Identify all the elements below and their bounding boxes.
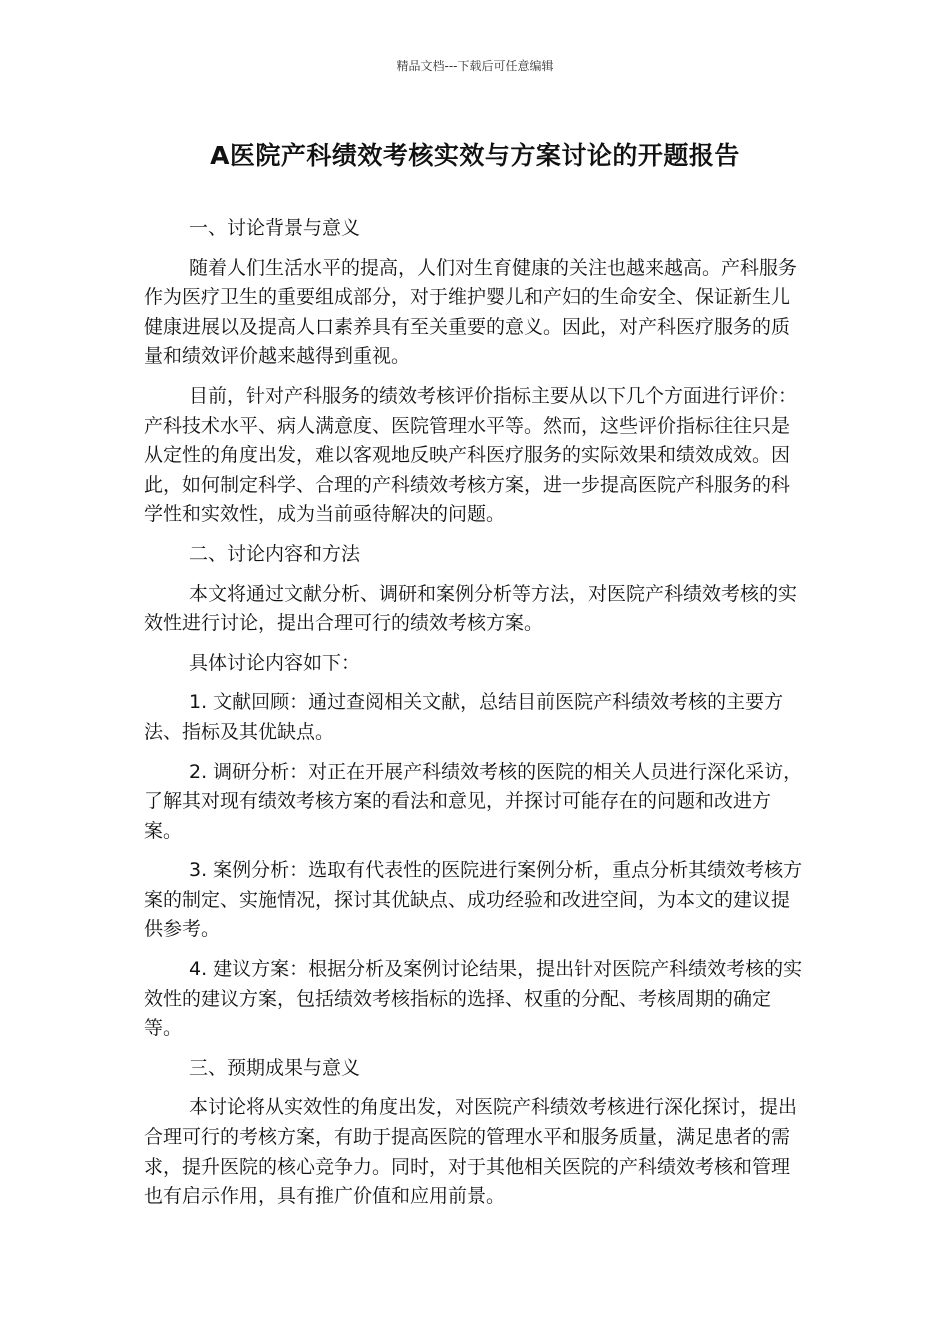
list-item: 3. 案例分析：选取有代表性的医院进行案例分析，重点分析其绩效考核方案的制定、实施情况，探讨其优缺点、成功经验和改进空间，为本文的建议提供参考。	[144, 859, 803, 941]
section-heading-background: 一、讨论背景与意义	[189, 217, 361, 239]
paragraph: 目前，针对产科服务的绩效考核评价指标主要从以下几个方面进行评价：产科技术水平、病人满意度、医院管理水平等。然而，这些评价指标往往只是从定性的角度出发，难以客观地反映产科医疗服务的实际效果和绩效成效。因此，如何制定科学、合理的产科绩效考核方案，进一步提高医院产科服务的科学性和实效性，成为当前亟待解决的问题。	[144, 384, 798, 526]
header-note: 精品文档---下载后可任意编辑	[396, 59, 554, 73]
list-item: 2. 调研分析：对正在开展产科绩效考核的医院的相关人员进行深化采访，了解其对现有绩效考核方案的看法和意见，并探讨可能存在的问题和改进方案。	[144, 760, 803, 842]
list-item: 1. 文献回顾：通过查阅相关文献，总结目前医院产科绩效考核的主要方法、指标及其优缺点。	[144, 691, 784, 743]
list-item: 4. 建议方案：根据分析及案例讨论结果，提出针对医院产科绩效考核的实效性的建议方案，包括绩效考核指标的选择、权重的分配、考核周期的确定等。	[144, 958, 803, 1040]
paragraph: 本文将通过文献分析、调研和案例分析等方法，对医院产科绩效考核的实效性进行讨论，提出合理可行的绩效考核方案。	[144, 582, 798, 635]
paragraph: 本讨论将从实效性的角度出发，对医院产科绩效考核进行深化探讨，提出合理可行的考核方案，有助于提高医院的管理水平和服务质量，满足患者的需求，提升医院的核心竞争力。同时，对于其他相关医院的产科绩效考核和管理也有启示作用，具有推广价值和应用前景。	[144, 1096, 798, 1208]
document-body	[144, 214, 804, 1222]
section-heading-content-methods: 二、讨论内容和方法	[189, 542, 361, 565]
document-title: A医院产科绩效考核实效与方案讨论的开题报告	[210, 141, 740, 170]
paragraph: 随着人们生活水平的提高，人们对生育健康的关注也越来越高。产科服务作为医疗卫生的重要组成部分，对于维护婴儿和产妇的生命安全、保证新生儿健康进展以及提高人口素养具有至关重要的意义。因此，对产科医疗服务的质量和绩效评价越来越得到重视。	[144, 256, 798, 368]
section-heading-expected-results: 三、预期成果与意义	[189, 1056, 361, 1079]
paragraph: 具体讨论内容如下：	[189, 651, 361, 674]
